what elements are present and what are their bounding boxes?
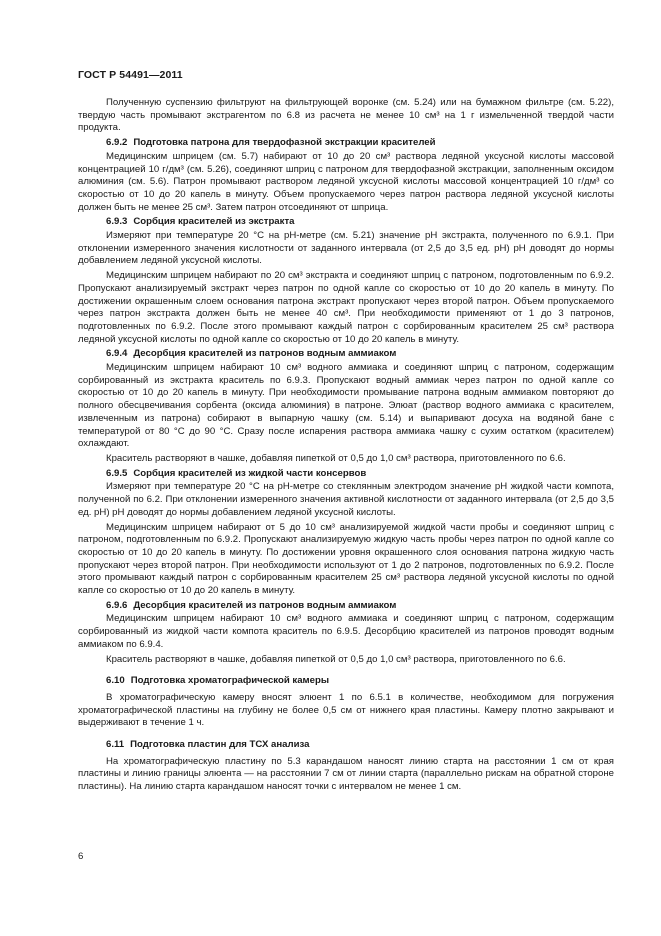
paragraph: Краситель растворяют в чашке, добавляя пипеткой от 0,5 до 1,0 см³ раствора, приготовленного по 6.6. bbox=[106, 653, 566, 665]
section-heading bbox=[78, 739, 614, 752]
section-number: 6.9.3 bbox=[106, 216, 128, 228]
document-header: ГОСТ Р 54491—2011 bbox=[78, 69, 183, 81]
section-number: 6.9.4 bbox=[106, 348, 128, 360]
section-title: Подготовка патрона для твердофазной экстракции красителей bbox=[133, 137, 436, 149]
section-heading bbox=[78, 137, 614, 150]
section-heading bbox=[78, 600, 614, 613]
paragraph: На хроматографическую пластину по 5.3 карандашом наносят линию старта на расстоянии 1 см от края пластины и линию границы элюента — на расстоянии 7 см от линии старта (параллельно рискам на обратной стороне пластины). На линию старта карандашом наносят точки с интервалом не менее 1 см. bbox=[78, 755, 614, 793]
paragraph: Медицинским шприцем (см. 5.7) набирают от 10 до 20 см³ раствора ледяной уксусной кислоты массовой концентрацией 10 г/дм³ (см. 5.26), соединяют шприц с патроном для твердофазной экстракции, заполненным оксидом алюминия (см. 5.6). Патрон промывают раствором ледяной уксусной кислоты массовой концентрацией 10 г/дм³ со скоростью от 10 до 20 капель в минуту. Объем пропускаемого через патрон раствора ледяной уксусной кислоты должен быть не менее 25 см³. Затем патрон отсоединяют от шприца. bbox=[78, 150, 614, 213]
section-title: Десорбция красителей из патронов водным аммиаком bbox=[133, 348, 397, 360]
section-number: 6.9.6 bbox=[106, 599, 128, 611]
paragraph: Измеряют при температуре 20 °С на рН-метре со стеклянным электродом значение рН жидкой части компота, полученной по 6.2. При отклонении измеренного значения активной кислотности от заданного интервала (от 2,5 до 3,5 ед. рН) рН доводят до нормы добавлением ледяной уксусной кислоты. bbox=[78, 481, 614, 518]
section-number: 6.10 bbox=[106, 675, 125, 687]
document-body bbox=[78, 97, 614, 796]
paragraph: Полученную суспензию фильтруют на фильтрующей воронке (см. 5.24) или на бумажном фильтре (см. 5.22), твердую часть промывают экстрагентом по 6.8 из расчета не менее 10 см³ на 1 г измельченной твердой части продукта. bbox=[78, 97, 614, 134]
section-number: 6.9.5 bbox=[106, 467, 128, 479]
paragraph: Медицинским шприцем набирают 10 см³ водного аммиака и соединяют шприц с патроном, содержащим сорбированный из жидкой части компота краситель по 6.9.5. Десорбцию красителей из патронов проводят водным аммиаком по 6.9.4. bbox=[78, 613, 614, 650]
section-title: Десорбция красителей из патронов водным аммиаком bbox=[133, 599, 397, 611]
page-number: 6 bbox=[78, 851, 84, 862]
section-heading bbox=[78, 468, 614, 481]
paragraph: Краситель растворяют в чашке, добавляя пипеткой от 0,5 до 1,0 см³ раствора, приготовленного по 6.6. bbox=[106, 452, 566, 464]
paragraph: Медицинским шприцем набирают 10 см³ водного аммиака и соединяют шприц с патроном, содержащим сорбированный из экстракта краситель по 6.9.3. Пропускают водный аммиак через патрон по одной капле со скоростью от 10 до 20 капель в минуту. При необходимости промывание патрона водным аммиаком повторяют до полного обесцвечивания сорбента (оксида алюминия) в патроне. Элюат (раствор водного аммиака с красителем, извлеченным из патрона) собирают в выпарную чашку (см. 5.14) и выпаривают досуха на водяной бане с температурой от 80 °С до 90 °С. Сразу после испарения раствора аммиака чашку с сухим остатком (красителем) охлаждают. bbox=[78, 362, 614, 450]
section-number: 6.11 bbox=[106, 739, 125, 751]
section-title: Сорбция красителей из жидкой части консервов bbox=[133, 467, 367, 479]
section-number: 6.9.2 bbox=[106, 137, 128, 149]
paragraph: Измеряют при температуре 20 °С на рН-метре (см. 5.21) значение рН экстракта, полученного по 6.9.1. При отклонении измеренного значения кислотности от заданного интервала (от 2,5 до 3,5 ед. рН) рН доводят до нормы добавлением ледяной уксусной кислоты. bbox=[78, 230, 614, 267]
section-heading bbox=[78, 216, 614, 229]
section-title: Подготовка пластин для ТСХ анализа bbox=[130, 739, 310, 751]
paragraph: В хроматографическую камеру вносят элюент 1 по 6.5.1 в количестве, необходимом для погружения хроматографической пластины на глубину не более 0,5 см от нижнего края пластины. Камеру плотно закрывают и выдерживают в течение 1 ч. bbox=[78, 691, 614, 729]
paragraph: Медицинским шприцем набирают от 5 до 10 см³ анализируемой жидкой части пробы и соединяют шприц с патроном, подготовленным по 6.9.2. Пропускают анализируемую жидкую часть пробы через патрон по одной капле со скоростью от 10 до 20 капель в минуту. По достижении уровня окрашенного слоя основания патрона жидкую часть пропускают через второй патрон. При необходимости используют от 1 до 2 патронов, подготовленных по 6.9.2. После этого промывают каждый патрон с сорбированным красителем 25 см³ раствора ледяной уксусной кислоты по одной капле со скоростью от 10 до 20 капель в минуту. bbox=[78, 521, 614, 597]
section-title: Подготовка хроматографической камеры bbox=[130, 675, 330, 687]
paragraph: Медицинским шприцем набирают по 20 см³ экстракта и соединяют шприц с патроном, подготовленным по 6.9.2. Пропускают анализируемый экстракт через патрон по одной капле со скоростью от 10 до 20 капель в минуту. По достижении окрашенным слоем основания патрона экстракт пропускают через второй патрон. Объем пропускаемого через патрон экстракта должен быть не менее 40 см³. При необходимости применяют от 1 до 3 патронов, подготовленных по 6.9.2. После этого промывают каждый патрон с сорбированным красителем 25 см³ раствора ледяной уксусной кислоты по одной капле со скоростью от 10 до 20 капель в минуту. bbox=[78, 270, 614, 345]
section-title: Сорбция красителей из экстракта bbox=[133, 216, 295, 228]
section-heading bbox=[78, 348, 614, 361]
section-heading bbox=[78, 675, 614, 688]
